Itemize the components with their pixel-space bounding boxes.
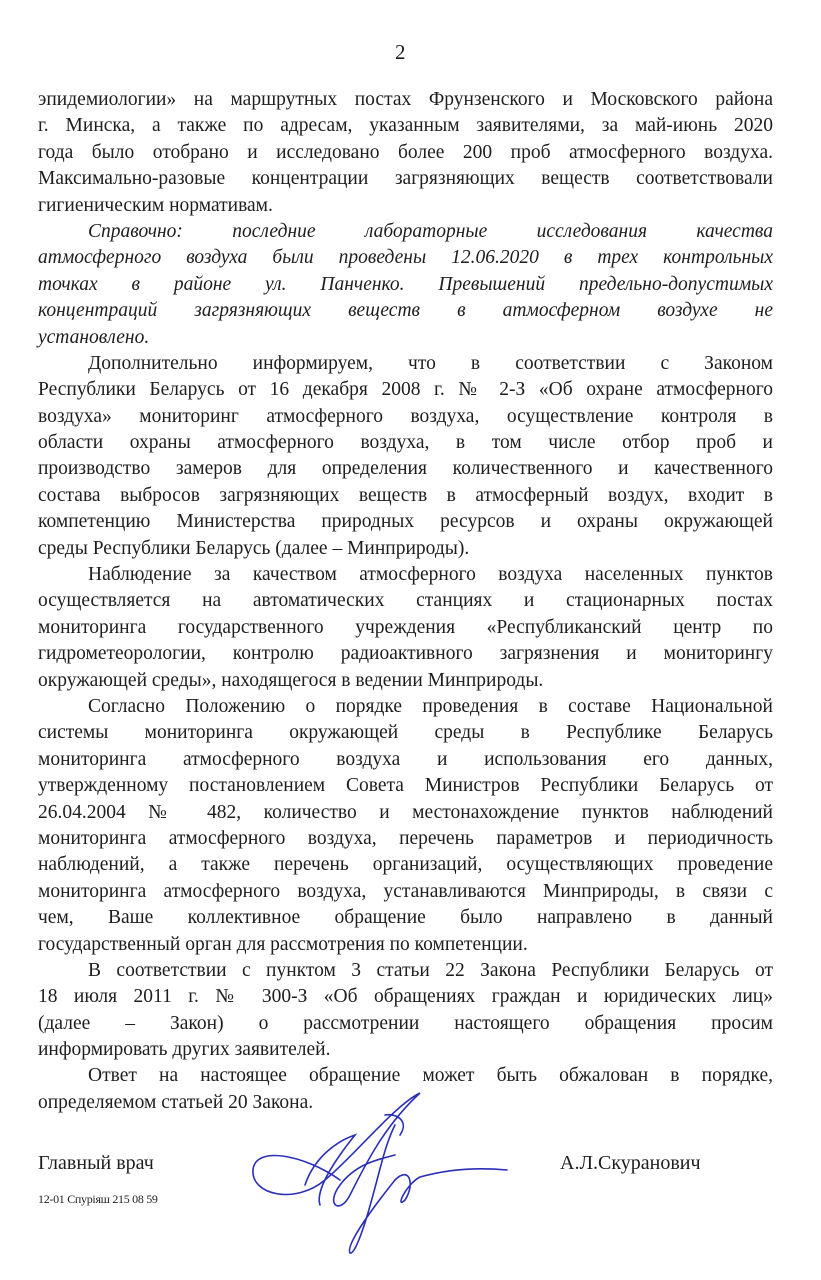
text-line: Согласно Положению о порядке проведения в составе Национальной: [88, 695, 773, 717]
text-line: Дополнительно информируем, что в соответствии с Законом: [88, 352, 773, 374]
paragraph: [38, 694, 773, 958]
text-line: системы мониторинга окружающей среды в Республике Беларусь: [38, 722, 773, 744]
paragraph: [38, 958, 773, 1064]
paragraph: [38, 562, 773, 694]
page-number: 2: [395, 40, 406, 64]
text-line: гидрометеорологии, контролю радиоактивного загрязнения и мониторингу: [38, 643, 773, 665]
text-line: утвержденному постановлением Совета Министров Республики Беларусь от: [38, 775, 773, 797]
text-line: 26.04.2004 № 482, количество и местонахождение пунктов наблюдений: [38, 801, 773, 823]
text-line: наблюдений, а также перечень организаций, осуществляющих проведение: [38, 854, 773, 876]
text-line: информировать других заявителей.: [38, 1039, 331, 1061]
text-line: воздуха» мониторинг атмосферного воздуха, осуществление контроля в: [38, 405, 773, 427]
text-line: установлено.: [38, 326, 150, 348]
text-line: области охраны атмосферного воздуха, в том числе отбор проб и: [38, 432, 773, 454]
text-line: чем, Ваше коллективное обращение было направлено в данный: [38, 907, 773, 929]
text-line: г. Минска, а также по адресам, указанным заявителями, за май-июнь 2020: [38, 115, 773, 137]
text-line: Максимально-разовые концентрации загрязняющих веществ соответствовали: [38, 168, 773, 190]
text-line: среды Республики Беларусь (далее – Минприроды).: [38, 537, 470, 559]
text-line: Республики Беларусь от 16 декабря 2008 г. № 2-З «Об охране атмосферного: [38, 379, 773, 401]
text-line: концентраций загрязняющих веществ в атмосферном воздухе не: [38, 300, 773, 322]
text-line: государственный орган для рассмотрения по компетенции.: [38, 933, 528, 955]
text-line: мониторинга атмосферного воздуха, устанавливаются Минприроды, в связи с: [38, 880, 773, 902]
text-line: определяемом статьей 20 Закона.: [38, 1091, 314, 1113]
text-line: Ответ на настоящее обращение может быть обжалован в порядке,: [88, 1065, 773, 1087]
text-line: Наблюдение за качеством атмосферного воздуха населенных пунктов: [88, 564, 773, 586]
text-line: осуществляется на автоматических станциях и стационарных постах: [38, 590, 773, 612]
text-line: состава выбросов загрязняющих веществ в атмосферный воздух, входит в: [38, 484, 773, 506]
handwritten-signature: [245, 1085, 515, 1265]
text-line: гигиеническим нормативам.: [38, 194, 273, 216]
reference-note-paragraph: [38, 219, 773, 351]
text-line: производство замеров для определения количественного и качественного: [38, 458, 773, 480]
signatory-name: А.Л.Скуранович: [560, 1152, 701, 1174]
letter-body: [38, 87, 773, 1116]
text-line: Справочно: последние лабораторные исследования качества: [88, 220, 773, 242]
text-line: 18 июля 2011 г. № 300-З «Об обращениях граждан и юридических лиц»: [38, 986, 773, 1008]
text-line: компетенцию Министерства природных ресурсов и охраны окружающей: [38, 511, 773, 533]
text-line: В соответствии с пунктом 3 статьи 22 Закона Республики Беларусь от: [88, 959, 773, 981]
text-line: (далее – Закон) о рассмотрении настоящего обращения просим: [38, 1012, 773, 1034]
text-line: мониторинга государственного учреждения «Республиканский центр по: [38, 616, 773, 638]
paragraph: [38, 351, 773, 562]
paragraph: [38, 87, 773, 219]
text-line: окружающей среды», находящегося в ведении Минприроды.: [38, 669, 544, 691]
executor-contact: 12-01 Спурiяш 215 08 59: [38, 1192, 158, 1206]
text-line: года было отобрано и исследовано более 200 проб атмосферного воздуха.: [38, 141, 773, 163]
text-line: эпидемиологии» на маршрутных постах Фрунзенского и Московского района: [38, 89, 773, 110]
text-line: атмосферного воздуха были проведены 12.06.2020 в трех контрольных: [38, 247, 773, 269]
text-line: мониторинга атмосферного воздуха и использования его данных,: [38, 748, 773, 770]
text-line: мониторинга атмосферного воздуха, перечень параметров и периодичность: [38, 827, 773, 849]
signatory-position: Главный врач: [38, 1152, 154, 1174]
text-line: точках в районе ул. Панченко. Превышений предельно-допустимых: [38, 273, 773, 295]
